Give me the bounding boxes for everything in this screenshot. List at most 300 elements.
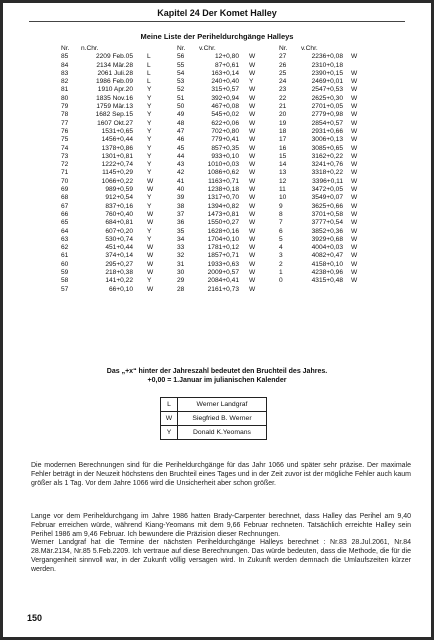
entry-date: 1010+0,03 — [207, 161, 239, 169]
legend-row — [161, 426, 267, 440]
note-line-1: Das „+x“ hinter der Jahreszahl bedeutet den Bruchteil des Jahres. — [106, 368, 328, 375]
source-code: W — [147, 260, 154, 268]
source-code: W — [249, 161, 256, 169]
entry-date: 1835 Nov.16 — [96, 94, 133, 102]
table-row — [61, 203, 363, 211]
table-row — [61, 228, 363, 236]
source-code: W — [249, 144, 256, 152]
entry-date: 2779+0,98 — [311, 111, 343, 119]
source-code: W — [351, 210, 358, 218]
entry-number: 44 — [177, 152, 185, 160]
entry-date: 163+0,14 — [211, 69, 239, 77]
entry-number: 60 — [61, 260, 69, 268]
source-code: W — [249, 111, 256, 119]
source-code: W — [249, 194, 256, 202]
entry-date: 3006+0,13 — [311, 136, 343, 144]
entry-number: 37 — [177, 210, 185, 218]
header-rule — [29, 21, 405, 22]
entry-date: 295+0,27 — [105, 260, 133, 268]
entry-date: 3472+0,05 — [311, 186, 343, 194]
source-code: W — [249, 277, 256, 285]
entry-number: 34 — [177, 235, 185, 243]
entry-number: 56 — [177, 53, 185, 61]
column-header — [239, 45, 279, 53]
source-code: Y — [147, 119, 152, 127]
entry-number: 55 — [177, 61, 185, 69]
entry-number: 9 — [279, 202, 283, 210]
source-code: W — [249, 219, 256, 227]
table-row — [61, 103, 363, 111]
entry-number: 72 — [61, 161, 69, 169]
entry-number: 74 — [61, 144, 69, 152]
source-code: W — [249, 103, 256, 111]
entry-date: 3701+0,58 — [311, 210, 343, 218]
table-row — [61, 53, 363, 61]
entry-number: 16 — [279, 144, 287, 152]
entry-date: 2390+0,15 — [311, 69, 343, 77]
entry-date: 1238+0,18 — [207, 186, 239, 194]
entry-number: 54 — [177, 69, 185, 77]
entry-date: 2009+0,57 — [207, 269, 239, 277]
entry-date: 1301+0,81 — [101, 152, 133, 160]
paragraph: Die modernen Berechnungen sind für die Periheldurchgänge für das Jahr 1066 und später sehr präzise. Der maximale Fehler beträgt in der Neuzeit höchstens den Bruchteil eines Tages und in der Zeit zuvor ist der mögliche Fehler auch kaum größer als 1 Tag. Vor dem Jahre 1066 wird die Unsicherheit aber schon größer. — [31, 462, 411, 487]
legend-key: Y — [161, 426, 178, 440]
source-code: L — [147, 61, 151, 69]
entry-date: 1682 Sep.15 — [95, 111, 133, 119]
source-code: W — [249, 86, 256, 94]
source-code: Y — [147, 127, 152, 135]
column-header: n.Chr. — [81, 45, 99, 52]
source-code: W — [351, 269, 358, 277]
entry-date: 2134 Mär.28 — [96, 61, 133, 69]
entry-date: 4158+0,10 — [311, 260, 343, 268]
source-code: W — [351, 252, 358, 260]
table-row — [61, 169, 363, 177]
entry-number: 5 — [279, 235, 283, 243]
entry-date: 1145+0,29 — [102, 169, 133, 177]
entry-date: 1986 Feb.09 — [95, 78, 133, 86]
table-row — [61, 136, 363, 144]
source-code: W — [249, 136, 256, 144]
entry-number: 42 — [177, 169, 185, 177]
source-code: W — [351, 161, 358, 169]
entry-number: 67 — [61, 202, 69, 210]
entry-date: 392+0,94 — [211, 94, 239, 102]
entry-number: 25 — [279, 69, 287, 77]
entry-number: 29 — [177, 277, 185, 285]
entry-number: 23 — [279, 86, 287, 94]
source-code: W — [249, 61, 256, 69]
entry-date: 2931+0,66 — [311, 127, 343, 135]
source-code — [343, 286, 363, 294]
source-code: Y — [147, 86, 152, 94]
source-code: W — [249, 202, 256, 210]
source-code: W — [351, 244, 358, 252]
entry-number: 45 — [177, 144, 185, 152]
source-code: L — [147, 78, 151, 86]
entry-number: 30 — [177, 269, 185, 277]
entry-number: 17 — [279, 136, 287, 144]
entry-date: 545+0,02 — [211, 111, 239, 119]
entry-number: 19 — [279, 119, 287, 127]
source-code: W — [351, 235, 358, 243]
source-code: W — [147, 285, 154, 293]
source-code: W — [351, 111, 358, 119]
entry-date: 1394+0,82 — [207, 202, 239, 210]
source-code: W — [351, 177, 358, 185]
entry-number: 85 — [61, 53, 69, 61]
entry-date: 3625+0,66 — [311, 202, 343, 210]
source-code: Y — [147, 202, 152, 210]
entry-number: 4 — [279, 244, 283, 252]
source-code: W — [351, 202, 358, 210]
entry-number: 35 — [177, 227, 185, 235]
source-code: W — [351, 69, 358, 77]
chapter-title: Kapitel 24 Der Komet Halley — [157, 8, 277, 18]
entry-number: 53 — [177, 78, 185, 86]
entry-number: 6 — [279, 227, 283, 235]
legend-key: L — [161, 398, 178, 412]
entry-number — [279, 286, 301, 294]
paragraph-block — [31, 513, 411, 575]
table-row — [61, 186, 363, 194]
entry-date: 1222+0,74 — [101, 161, 133, 169]
paragraph: Lange vor dem Periheldurchgang im Jahre 1986 hatten Brady-Carpenter berechnet, dass Halley das Perihel am 9,40 Februar erreichen würde, während Kiang-Yeomans mit dem 9,66 Februar rechneten. Tatsächlich erreichte Halley sein Perihel 1986 am 9,46 Februar. Ich bewundere die Präzision dieser Rechnungen. — [31, 513, 411, 538]
entry-date: 530+0,74 — [105, 235, 133, 243]
source-code: W — [351, 53, 358, 61]
entry-number: 40 — [177, 186, 185, 194]
entry-date: 857+0,35 — [211, 144, 239, 152]
table-row — [61, 252, 363, 260]
entry-date: 1781+0,12 — [207, 244, 239, 252]
table-row — [61, 120, 363, 128]
entry-date: 2161+0,73 — [207, 285, 239, 293]
entry-number: 76 — [61, 127, 69, 135]
source-code: L — [147, 53, 151, 61]
column-header — [343, 45, 363, 53]
table-row — [61, 244, 363, 252]
table-row — [61, 261, 363, 269]
source-code: W — [351, 94, 358, 102]
column-header: v.Chr. — [199, 45, 216, 52]
entry-number: 48 — [177, 119, 185, 127]
book-page — [3, 3, 431, 637]
entry-date: 1704+0,10 — [207, 235, 239, 243]
entry-number: 3 — [279, 252, 283, 260]
source-code: Y — [147, 194, 152, 202]
entry-date: 2469+0,01 — [311, 78, 343, 86]
entry-date: 3162+0,22 — [311, 152, 343, 160]
table-row — [61, 78, 363, 86]
entry-number: 51 — [177, 94, 185, 102]
source-code: W — [351, 277, 358, 285]
entry-date: 2854+0,57 — [311, 119, 343, 127]
entry-date: 2701+0,05 — [311, 103, 343, 111]
entry-date: 912+0,54 — [105, 194, 133, 202]
entry-number: 24 — [279, 78, 287, 86]
entry-number: 43 — [177, 161, 185, 169]
legend-name: Siegfried B. Werner — [178, 412, 267, 426]
entry-date: 2547+0,53 — [311, 86, 343, 94]
table-row — [61, 286, 363, 294]
source-code: Y — [147, 136, 152, 144]
source-code: W — [249, 53, 256, 61]
entry-number: 63 — [61, 235, 69, 243]
entry-date: 87+0,61 — [214, 61, 239, 69]
entry-date: 1607 Okt.27 — [97, 119, 133, 127]
source-code: Y — [147, 103, 152, 111]
entry-number: 49 — [177, 111, 185, 119]
source-code: W — [249, 227, 256, 235]
entry-date: 141+0,22 — [105, 277, 133, 285]
entry-date: 4238+0,96 — [311, 269, 343, 277]
source-code: W — [249, 152, 256, 160]
entry-date: 3396+0,11 — [312, 177, 343, 185]
legend-name: Werner Landgraf — [178, 398, 267, 412]
entry-number: 15 — [279, 152, 287, 160]
source-code: W — [351, 144, 358, 152]
source-code: W — [249, 119, 256, 127]
table-row — [61, 211, 363, 219]
entry-number: 28 — [177, 285, 185, 293]
entry-date: 12+0,80 — [214, 53, 239, 61]
source-code: Y — [147, 161, 152, 169]
source-code: W — [249, 127, 256, 135]
entry-date: 3085+0,65 — [311, 144, 343, 152]
source-code: W — [351, 86, 358, 94]
table-row — [61, 153, 363, 161]
entry-number: 73 — [61, 152, 69, 160]
source-code: W — [351, 227, 358, 235]
entry-date: 1163+0,71 — [208, 177, 239, 185]
entry-date: 3777+0,54 — [311, 219, 343, 227]
entry-number: 26 — [279, 61, 287, 69]
legend-key: W — [161, 412, 178, 426]
entry-number: 57 — [61, 285, 69, 293]
entry-date: 837+0,16 — [105, 202, 133, 210]
page-number: 150 — [27, 613, 43, 623]
entry-number: 84 — [61, 61, 69, 69]
column-header: v.Chr. — [301, 45, 318, 52]
entry-number: 39 — [177, 194, 185, 202]
source-code: W — [351, 127, 358, 135]
entry-number: 13 — [279, 169, 287, 177]
entry-date: 2209 Feb.05 — [95, 53, 133, 61]
source-code: W — [351, 219, 358, 227]
paragraph: Werner Landgraf hat die Termine der nächsten Periheldurchgänge Halleys berechnet : Nr.83 28.Jul.2061, Nr.84 28.Mär.2134, Nr.85 5.Feb.2209. Ich vertraue auf diese Berechnungen. Das würde bedeuten, dass die Methode, die für die Vergangenheit sinnvoll war, in der Zukunft völlig versagen wird. In Zukunft werden demnach die Umlaufszeiten kürzer werden. — [31, 539, 411, 573]
table-row — [61, 111, 363, 119]
entry-number: 59 — [61, 269, 69, 277]
legend-table — [160, 397, 267, 440]
source-code: W — [249, 285, 256, 293]
column-header: Nr. — [279, 45, 288, 52]
table-row — [61, 86, 363, 94]
source-code: Y — [147, 227, 152, 235]
source-code: W — [351, 260, 358, 268]
table-row — [61, 277, 363, 285]
source-code: W — [249, 260, 256, 268]
entry-date: 684+0,81 — [105, 219, 133, 227]
source-code: Y — [147, 144, 152, 152]
source-code: W — [249, 177, 256, 185]
entry-date: 933+0,10 — [211, 152, 239, 160]
entry-date: 3549+0,07 — [311, 194, 343, 202]
entry-number: 68 — [61, 194, 69, 202]
source-code: W — [351, 152, 358, 160]
entry-number: 33 — [177, 244, 185, 252]
entry-number: 64 — [61, 227, 69, 235]
entry-number: 10 — [279, 194, 287, 202]
source-code: W — [147, 210, 154, 218]
column-header: Nr. — [177, 45, 186, 52]
source-code: Y — [147, 152, 152, 160]
entry-number: 82 — [61, 78, 69, 86]
legend-row — [161, 398, 267, 412]
table-row — [61, 70, 363, 78]
source-code: W — [147, 269, 154, 277]
table-row — [61, 161, 363, 169]
entry-date: 3241+0,76 — [311, 161, 343, 169]
entry-number: 41 — [177, 177, 185, 185]
entry-date: 1531+0,65 — [101, 127, 133, 135]
source-code: W — [249, 244, 256, 252]
entry-number: 36 — [177, 219, 185, 227]
entry-number: 66 — [61, 210, 69, 218]
entry-date: 1456+0,44 — [101, 136, 133, 144]
source-code: W — [249, 169, 256, 177]
entry-date: 315+0,57 — [211, 86, 239, 94]
source-code: W — [147, 219, 154, 227]
entry-date: 779+0,41 — [211, 136, 239, 144]
entry-number: 0 — [279, 277, 283, 285]
column-header — [133, 45, 177, 53]
table-row — [61, 95, 363, 103]
entry-date: 989+0,59 — [105, 186, 133, 194]
entry-date: 2236+0,08 — [311, 53, 343, 61]
entry-date: 3852+0,36 — [311, 227, 343, 235]
source-code: W — [351, 78, 358, 86]
entry-date: 451+0,44 — [105, 244, 133, 252]
table-header-row — [61, 45, 363, 53]
source-code: W — [249, 252, 256, 260]
source-code: W — [351, 103, 358, 111]
source-code: Y — [147, 277, 152, 285]
entry-number: 83 — [61, 69, 69, 77]
entry-date: 1066+0,22 — [101, 177, 133, 185]
table-body — [61, 53, 363, 294]
entry-number: 14 — [279, 161, 287, 169]
entry-number: 46 — [177, 136, 185, 144]
entry-date: 1933+0,63 — [207, 260, 239, 268]
note-line-2: +0,00 = 1.Januar im julianischen Kalender — [147, 377, 287, 384]
source-code: L — [147, 69, 151, 77]
entry-date: 218+0,38 — [105, 269, 133, 277]
entry-number: 69 — [61, 186, 69, 194]
source-code: Y — [147, 169, 152, 177]
entry-number: 47 — [177, 127, 185, 135]
entry-number: 50 — [177, 103, 185, 111]
entry-date: 4082+0,47 — [311, 252, 343, 260]
entry-number: 52 — [177, 86, 185, 94]
entry-number: 71 — [61, 169, 69, 177]
entry-date: 1628+0,16 — [207, 227, 239, 235]
entry-date — [301, 286, 343, 294]
source-code: W — [351, 119, 358, 127]
legend-row — [161, 412, 267, 426]
source-code: Y — [147, 111, 152, 119]
entry-date: 1857+0,71 — [207, 252, 239, 260]
entry-number: 81 — [61, 86, 69, 94]
entry-number: 12 — [279, 177, 287, 185]
source-code: W — [147, 177, 154, 185]
list-title: Meine Liste der Periheldurchgänge Halleys — [140, 32, 294, 41]
entry-date: 1473+0,81 — [207, 210, 239, 218]
entry-number: 2 — [279, 260, 283, 268]
source-code: W — [147, 186, 154, 194]
source-code: Y — [147, 94, 152, 102]
entry-date: 607+0,20 — [105, 227, 133, 235]
source-code: W — [249, 186, 256, 194]
entry-date: 1759 Mär.13 — [96, 103, 133, 111]
source-code — [343, 62, 363, 70]
entry-date: 1086+0,62 — [207, 169, 239, 177]
source-code: Y — [249, 78, 254, 86]
entry-number: 75 — [61, 136, 69, 144]
source-code: W — [249, 269, 256, 277]
source-code: Y — [147, 235, 152, 243]
table-row — [61, 194, 363, 202]
entry-date: 4004+0,03 — [311, 244, 343, 252]
entry-date: 1910 Apr.20 — [97, 86, 133, 94]
entry-number: 62 — [61, 244, 69, 252]
entry-number: 79 — [61, 103, 69, 111]
entry-number: 7 — [279, 219, 283, 227]
entry-number: 32 — [177, 252, 185, 260]
entry-date: 760+0,40 — [105, 210, 133, 218]
entry-date: 702+0,80 — [211, 127, 239, 135]
source-code: W — [249, 210, 256, 218]
source-code: W — [351, 186, 358, 194]
entry-date: 4315+0,48 — [311, 277, 343, 285]
entry-number: 18 — [279, 127, 287, 135]
entry-number: 27 — [279, 53, 287, 61]
entry-number: 11 — [279, 186, 286, 194]
entry-date: 2625+0,30 — [311, 94, 343, 102]
table-row — [61, 178, 363, 186]
source-code: W — [249, 94, 256, 102]
entry-number: 22 — [279, 94, 287, 102]
table-row — [61, 269, 363, 277]
table-row — [61, 219, 363, 227]
entry-date: 3318+0,22 — [311, 169, 343, 177]
entry-number: 38 — [177, 202, 185, 210]
entry-date: 1550+0,27 — [207, 219, 239, 227]
entry-number: 80 — [61, 94, 69, 102]
entry-number: 77 — [61, 119, 69, 127]
table-row — [61, 236, 363, 244]
table-row — [61, 145, 363, 153]
source-code: W — [351, 169, 358, 177]
entry-date: 622+0,06 — [211, 119, 239, 127]
entry-number: 58 — [61, 277, 69, 285]
entry-date: 240+0,40 — [211, 78, 239, 86]
table-note — [3, 367, 431, 385]
source-code: W — [249, 235, 256, 243]
column-header: Nr. — [61, 45, 70, 52]
table-row — [61, 62, 363, 70]
legend-name: Donald K.Yeomans — [178, 426, 267, 440]
table-row — [61, 128, 363, 136]
